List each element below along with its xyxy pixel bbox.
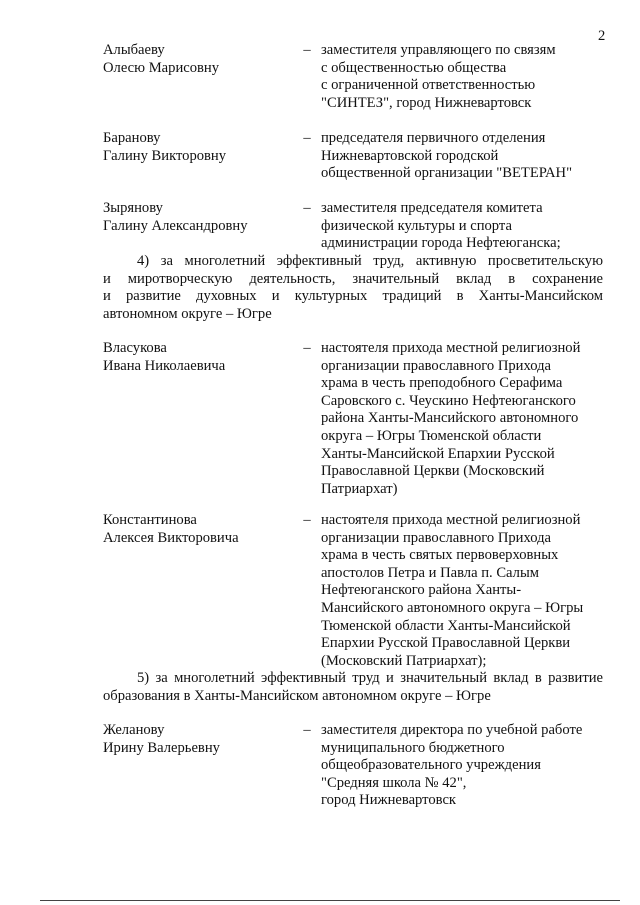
surname: Баранову — [103, 130, 161, 146]
surname: Власукова — [103, 340, 167, 356]
person-name — [103, 512, 293, 547]
position-line: администрации города Нефтеюганска; — [321, 235, 561, 252]
position-line: Тюменской области Ханты-Мансийской — [321, 617, 571, 634]
position-line: района Ханты-Мансийского автономного — [321, 410, 579, 427]
position-line: "Средняя школа № 42", — [321, 774, 467, 791]
surname: Константинова — [103, 512, 197, 528]
person-name — [103, 340, 293, 375]
position-description — [321, 42, 613, 112]
position-line: настоятеля прихода местной религиозной — [321, 340, 581, 356]
position-line: с ограниченной ответственностью — [321, 77, 536, 94]
person-name — [103, 722, 293, 757]
person-name — [103, 130, 293, 165]
given-names: Ирину Валерьевну — [103, 739, 220, 756]
position-line: Нефтеюганского района Ханты- — [321, 582, 522, 599]
position-line: с общественностью общества — [321, 59, 507, 76]
given-names: Галину Викторовну — [103, 147, 227, 164]
dash-separator: – — [303, 722, 311, 738]
position-line: Саровского с. Чеускино Нефтеюганского — [321, 392, 576, 409]
position-line: председателя первичного отделения — [321, 130, 546, 146]
position-line: округа – Югры Тюменской области — [321, 427, 542, 444]
dash-separator: – — [303, 200, 311, 216]
position-line: храма в честь святых первоверховных — [321, 547, 559, 564]
position-line: общеобразовательного учреждения — [321, 757, 541, 774]
position-description — [321, 200, 613, 253]
surname: Зырянову — [103, 200, 163, 216]
position-line: город Нижневартовск — [321, 792, 457, 809]
given-names: Алексея Викторовича — [103, 529, 239, 546]
dash-separator: – — [303, 42, 311, 58]
position-line: Мансийского автономного округа – Югры — [321, 599, 584, 616]
position-description — [321, 512, 613, 670]
paragraph-line: автономном округе – Югре — [103, 305, 272, 322]
position-description — [321, 722, 613, 810]
section-heading-4 — [103, 253, 603, 323]
position-line: (Московский Патриархат); — [321, 652, 487, 669]
surname: Желанову — [103, 722, 165, 738]
position-description — [321, 130, 613, 183]
surname: Алыбаеву — [103, 42, 165, 58]
position-line: заместителя директора по учебной работе — [321, 722, 583, 738]
paragraph-line: образования в Ханты-Мансийском автономном округе – Югре — [103, 687, 491, 704]
position-line: Православной Церкви (Московский — [321, 463, 545, 480]
person-name — [103, 42, 293, 77]
position-line: апостолов Петра и Павла п. Салым — [321, 564, 539, 581]
given-names: Галину Александровну — [103, 217, 248, 234]
given-names: Олесю Марисовну — [103, 59, 220, 76]
position-line: "СИНТЕЗ", город Нижневартовск — [321, 94, 532, 111]
position-line: Епархии Русской Православной Церкви — [321, 635, 571, 652]
section-heading-5 — [103, 670, 603, 705]
dash-separator: – — [303, 512, 311, 528]
position-line: организации православного Прихода — [321, 529, 552, 546]
position-line: Патриархат) — [321, 480, 398, 497]
position-line: Ханты-Мансийской Епархии Русской — [321, 445, 555, 462]
position-line: заместителя управляющего по связям — [321, 42, 556, 58]
position-description — [321, 340, 613, 498]
position-line: муниципального бюджетного — [321, 739, 505, 756]
position-line: настоятеля прихода местной религиозной — [321, 512, 581, 528]
position-line: заместителя председателя комитета — [321, 200, 543, 216]
paragraph-line: и миротворческую деятельность, значительный вклад в сохранение — [103, 270, 603, 287]
dash-separator: – — [303, 130, 311, 146]
person-name — [103, 200, 293, 235]
paragraph-line: 4) за многолетний эффективный труд, активную просветительскую — [137, 253, 603, 269]
position-line: организации православного Прихода — [321, 357, 552, 374]
dash-separator: – — [303, 340, 311, 356]
position-line: физической культуры и спорта — [321, 217, 512, 234]
paragraph-line: и развитие духовных и культурных традиций в Ханты-Мансийском — [103, 288, 603, 305]
page-bottom-rule — [40, 900, 620, 901]
position-line: Нижневартовской городской — [321, 147, 499, 164]
page-number: 2 — [598, 28, 606, 44]
position-line: храма в честь преподобного Серафима — [321, 375, 563, 392]
paragraph-line: 5) за многолетний эффективный труд и значительный вклад в развитие — [137, 670, 603, 686]
given-names: Ивана Николаевича — [103, 357, 226, 374]
position-line: общественной организации "ВЕТЕРАН" — [321, 165, 573, 182]
